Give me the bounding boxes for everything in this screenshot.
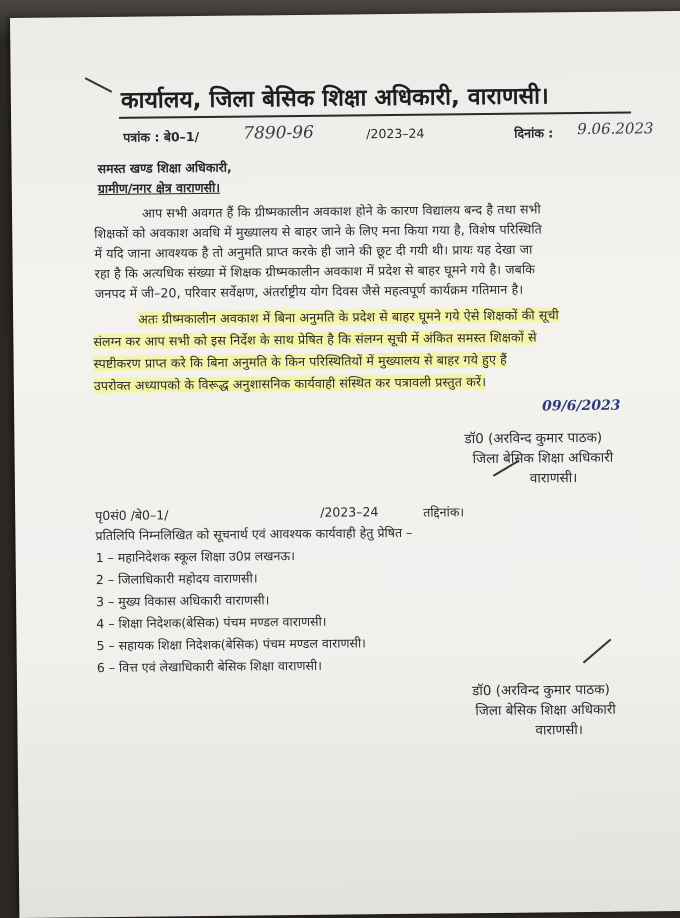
date-label: दिनांक : <box>514 125 554 141</box>
copy-item-5: 5 – सहायक शिक्षा निदेशक(बेसिक) पंचम मण्डल वाराणसी। <box>96 635 366 654</box>
copy-ref-date: तद्दिनांक। <box>423 504 465 520</box>
copy-item-4: 4 – शिक्षा निदेशक(बेसिक) पंचम मण्डल वाराणसी। <box>96 613 327 632</box>
signatory2-designation: जिला बेसिक शिक्षा अधिकारी <box>475 701 616 720</box>
signatory2-place: वाराणसी। <box>535 722 584 739</box>
para1-line-1: आप सभी अवगत हैं कि ग्रीष्मकालीन अवकाश होने के कारण विद्यालय बन्द है तथा सभी <box>141 201 541 221</box>
signatory-designation: जिला बेसिक शिक्षा अधिकारी <box>472 449 614 468</box>
copy-ref-label: पृ0सं0 /बे0–1/ <box>95 507 169 524</box>
para2-line-1-text: अतः ग्रीष्मकालीन अवकाश में बिना अनुमति के प्रदेश से बाहर घूमने गये ऐसे शिक्षकों की सूची <box>138 307 559 327</box>
copy-item-6: 6 – वित्त एवं लेखाधिकारी बेसिक शिक्षा वाराणसी। <box>96 657 322 676</box>
handwritten-initials: 09/6/2023 <box>542 397 621 415</box>
copy-ref-year: /2023–24 <box>320 504 379 520</box>
para2-line-3 <box>94 351 507 372</box>
letter-year: /2023–24 <box>366 125 425 142</box>
office-title: कार्यालय, जिला बेसिक शिक्षा अधिकारी, वाराणसी। <box>120 83 549 114</box>
letter-no-handwritten: 7890-96 <box>243 122 314 144</box>
copy-intro: प्रतिलिपि निम्नलिखित को सूचनार्थ एवं आवश्यक कार्यवाही हेतु प्रेषित – <box>95 524 413 544</box>
signatory-name: डॉ0 (अरविन्द कुमार पाठक) <box>464 429 603 448</box>
signatory2-name: डॉ0 (अरविन्द कुमार पाठक) <box>471 681 610 700</box>
copy-item-1: 1 – महानिदेशक स्कूल शिक्षा उ0प्र लखनऊ। <box>95 548 296 566</box>
date-handwritten: 9.06.2023 <box>577 119 654 139</box>
para1-line-3: में यदि जाना आवश्यक है तो अनुमति प्राप्त करके ही जाने की छूट दी गयी थी। प्रायः यह देखा जा <box>94 241 533 262</box>
letter-no-label: पत्रांक : बे0–1/ <box>123 129 200 145</box>
para2-line-4-text: उपरोक्त अध्यापको के विरूद्ध अनुशासनिक कार्यवाही संस्थित कर पत्रावली प्रस्तुत करें। <box>93 374 487 394</box>
signature-stroke-2 <box>583 639 612 664</box>
para2-line-2-text: संलग्न कर आप सभी को इस निर्देश के साथ प्रेषित है कि संलग्न सूची में अंकित समस्त शिक्षकों से <box>93 329 537 350</box>
pen-mark <box>85 77 113 93</box>
signatory-place: वाराणसी। <box>529 470 578 487</box>
para1-line-2: शिक्षकों को अवकाश अवधि में मुख्यालय से बाहर जाने के लिए मना किया गया है, विशेष परिस्थिति <box>94 221 542 242</box>
para2-line-4 <box>94 373 486 394</box>
addressee-line-1: समस्त खण्ड शिक्षा अधिकारी, <box>97 159 232 177</box>
para2-line-3-text: स्पष्टीकरण प्राप्त करे कि बिना अनुमति के किन परिस्थितियों में मुख्यालय से बाहर गये हुए हैं <box>93 351 507 372</box>
para2-line-1 <box>138 306 559 327</box>
copy-item-3: 3 – मुख्य विकास अधिकारी वाराणसी। <box>96 592 270 610</box>
letter-page <box>10 11 680 918</box>
para1-line-5: जनपद में जी–20, परिवार सर्वेक्षण, अंतर्राष्ट्रीय योग दिवस जैसे महत्वपूर्ण कार्यक्रम गतिमान है। <box>94 281 524 302</box>
addressee-line-2: ग्रामीण/नगर क्षेत्र वाराणसी। <box>97 179 221 197</box>
para1-line-4: रहा है कि अत्यधिक संख्या में शिक्षक ग्रीष्मकालीन अवकाश में प्रदेश से बाहर घूमने गये है। जबकि <box>94 261 536 282</box>
copy-item-2: 2 – जिलाधिकारी महोदय वाराणसी। <box>95 570 258 588</box>
para2-line-2 <box>93 329 536 351</box>
